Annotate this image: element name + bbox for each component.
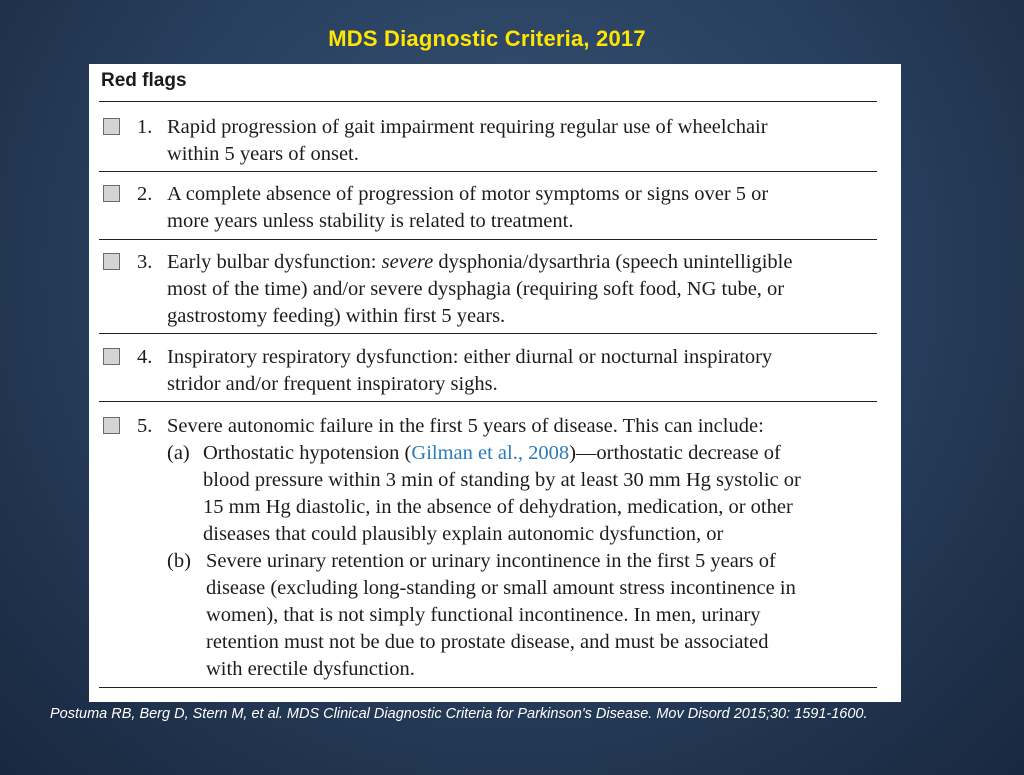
checkbox[interactable] — [103, 348, 120, 365]
item-text: Rapid progression of gait impairment requiring regular use of wheelchair within 5 years of onset. — [167, 116, 768, 165]
italic-emphasis: severe — [381, 251, 434, 273]
citation-link[interactable]: Gilman et al., 2008 — [411, 442, 570, 464]
row-rule — [99, 171, 877, 172]
bottom-rule — [99, 687, 877, 688]
item-number: 3. — [137, 251, 153, 273]
item-number: 5. — [137, 415, 153, 437]
sub-item-text: Orthostatic hypotension (Gilman et al., 2008)—orthostatic decrease of blood pressure within 3 min of standing by at least 30 mm Hg systolic or 15 mm Hg diastolic, in the absence of dehydration, medication, or other diseases that could plausibly explain autonomic dysfunction, or — [203, 442, 801, 545]
sub-item-text: Severe urinary retention or urinary incontinence in the first 5 years of disease (excluding long-standing or small amount stress incontinence in women), that is not simply functional incontinence. In men, urinary retention must not be due to prostate disease, and must be associated with erectile dysfunction. — [206, 550, 796, 680]
item-text: Early bulbar dysfunction: severe dysphonia/dysarthria (speech unintelligible most of the time) and/or severe dysphagia (requiring soft food, NG tube, or gastrostomy feeding) within first 5 years. — [167, 251, 793, 327]
checkbox[interactable] — [103, 118, 120, 135]
heading-rule — [99, 101, 877, 102]
item-text: Severe autonomic failure in the first 5 years of disease. This can include: — [167, 415, 764, 437]
checkbox[interactable] — [103, 253, 120, 270]
sub-item-label: (a) — [167, 442, 190, 464]
checkbox[interactable] — [103, 417, 120, 434]
red-flags-panel — [89, 64, 901, 702]
item-text: A complete absence of progression of motor symptoms or signs over 5 or more years unless stability is related to treatment. — [167, 183, 769, 232]
item-number: 2. — [137, 183, 153, 205]
item-text: Inspiratory respiratory dysfunction: either diurnal or nocturnal inspiratory stridor and/or frequent inspiratory sighs. — [167, 346, 773, 395]
item-number: 4. — [137, 346, 153, 368]
sub-item-label: (b) — [167, 550, 191, 572]
table-heading: Red flags — [101, 70, 187, 91]
citation-footer: Postuma RB, Berg D, Stern M, et al. MDS Clinical Diagnostic Criteria for Parkinson's Disease. Mov Disord 2015;30: 1591-1600. — [50, 706, 868, 722]
checkbox[interactable] — [103, 185, 120, 202]
item-number: 1. — [137, 116, 153, 138]
row-rule — [99, 333, 877, 334]
row-rule — [99, 239, 877, 240]
slide-title: MDS Diagnostic Criteria, 2017 — [328, 26, 646, 51]
row-rule — [99, 401, 877, 402]
